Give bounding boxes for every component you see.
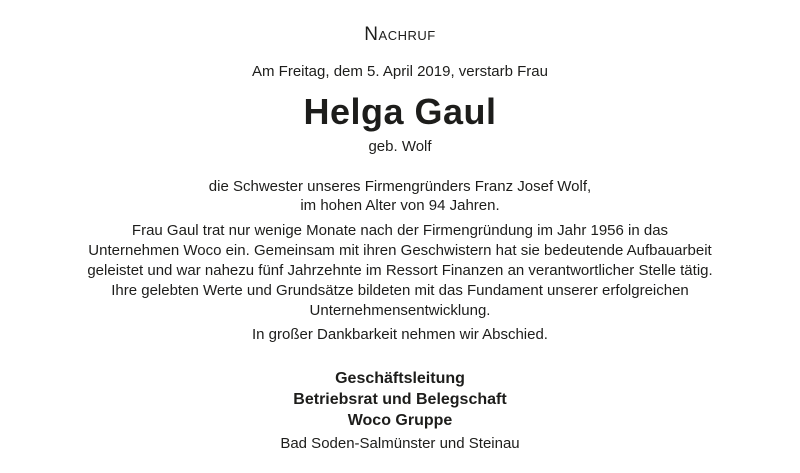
family-relation: die Schwester unseres Firmengründers Franz Josef Wolf, <box>208 178 592 195</box>
biography-line: Unternehmensentwicklung. <box>309 302 491 319</box>
biography <box>0 221 800 321</box>
farewell-text: In großer Dankbarkeit nehmen wir Abschied. <box>252 326 548 343</box>
location-text: Bad Soden-Salmünster und Steinau <box>280 435 520 452</box>
biography-line: Ihre gelebten Werte und Grundsätze bildeten mit das Fundament unserer erfolgreichen <box>111 282 689 299</box>
biography-line: Frau Gaul trat nur wenige Monate nach der Firmengründung im Jahr 1956 in das <box>131 222 669 239</box>
deceased-name: Helga Gaul <box>303 91 497 132</box>
biography-line: geleistet und war nahezu fünf Jahrzehnte im Ressort Finanzen an verantwortlicher Stelle tätig. <box>87 262 713 279</box>
notice-heading: Nachruf <box>364 24 436 45</box>
maiden-name: geb. Wolf <box>368 138 432 155</box>
signer-works-council: Betriebsrat und Belegschaft <box>293 391 507 408</box>
signer-company: Woco Gruppe <box>347 412 453 429</box>
signer-management: Geschäftsleitung <box>335 370 465 387</box>
biography-line: Unternehmen Woco ein. Gemeinsam mit ihren Geschwistern hat sie bedeutende Aufbauarbeit <box>88 242 712 259</box>
death-announcement: Am Freitag, dem 5. April 2019, verstarb Frau <box>252 63 548 80</box>
age-at-death: im hohen Alter von 94 Jahren. <box>300 197 500 214</box>
signers <box>0 368 800 431</box>
